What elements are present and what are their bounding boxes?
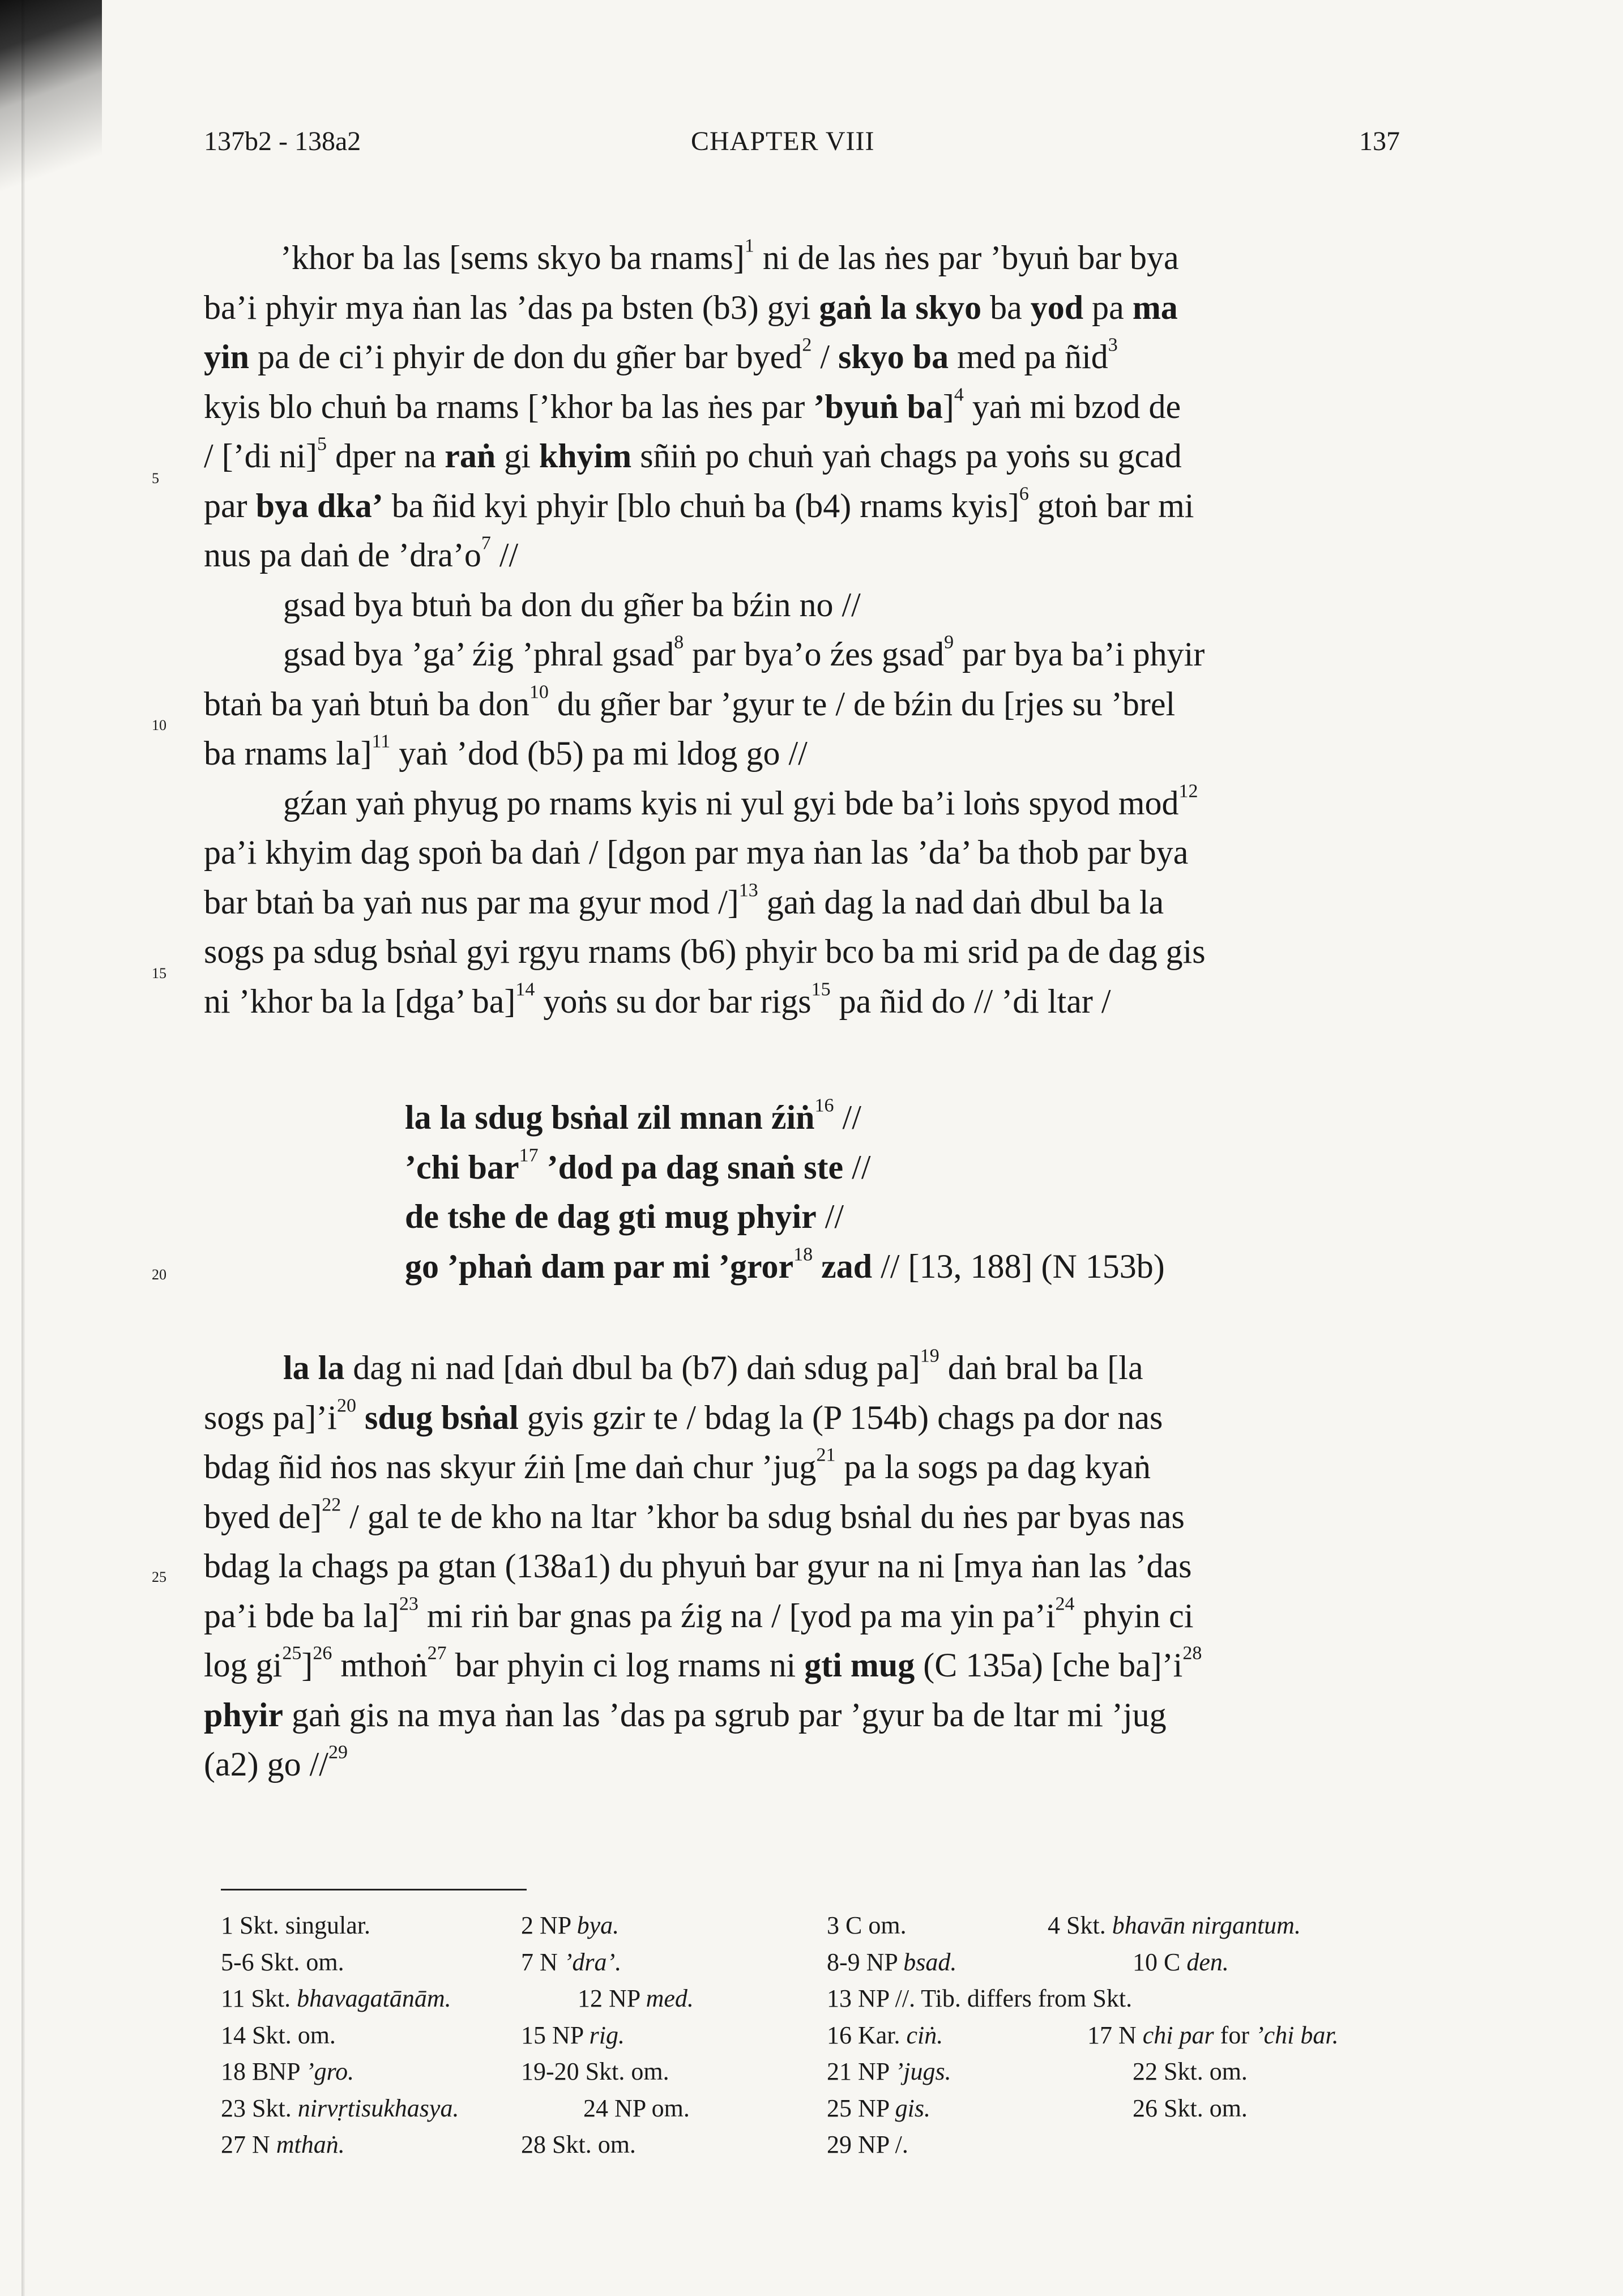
text-line: kyis blo chuṅ ba rnams [’khor ba las ṅes par ’byuṅ ba]$^4$ yaṅ mi bzod de	[204, 383, 1181, 425]
line-number-10: 10	[152, 717, 166, 733]
footnote: 18 BNP ’gro.	[221, 2058, 355, 2085]
footnote: 24 NP om.	[583, 2094, 690, 2122]
text-line: sogs pa sdug bsṅal gyi rgyu rnams (b6) phyir bco ba mi srid pa de dag gis	[204, 933, 1206, 970]
text-line: yin pa de ci’i phyir de don du gñer bar byed$^2$ / skyo ba med pa ñid$^3$	[204, 334, 1118, 375]
footnote: 4 Skt. bhavān nirgantum.	[1048, 1911, 1301, 1939]
footnote: 14 Skt. om.	[221, 2021, 336, 2049]
text-line: (a2) go //$^{29}$	[204, 1742, 348, 1783]
paragraph-commentary	[204, 1343, 1404, 1790]
text-line: nus pa daṅ de $’dra’o^7$ //	[204, 532, 519, 574]
footnote-row	[221, 1944, 1438, 1981]
text-line: bdag ñid ṅos nas skyur źiṅ [me daṅ chur ’jug$^{21}$ pa la sogs pa dag kyaṅ	[204, 1444, 1151, 1486]
footnote: 22 Skt. om.	[1133, 2058, 1248, 2085]
line-number-25: 25	[152, 1569, 166, 1585]
footnote: 1 Skt. singular.	[221, 1911, 371, 1939]
footnote: 19-20 Skt. om.	[521, 2058, 669, 2085]
text-line: gsad bya btuṅ ba don du gñer ba bźin no //	[283, 586, 861, 624]
text-line: pa’i bde ba la]$^{23}$ mi riṅ bar gnas pa źig na / [yod pa ma yin $pa’i^{24}$ phyin ci	[204, 1593, 1194, 1634]
text-line: la la dag ni nad [daṅ dbul ba (b7) daṅ sdug pa]$^{19}$ daṅ bral ba [la	[283, 1345, 1143, 1386]
footnotes	[221, 1907, 1438, 2163]
footnote-rule	[221, 1889, 527, 1890]
footnote-row	[221, 1907, 1438, 1944]
footnote: 15 NP rig.	[521, 2021, 625, 2049]
running-head-chapter: CHAPTER VIII	[691, 126, 875, 156]
verse-line: ’chi bar$^{17}$ ’dod pa dag snaṅ ste //	[405, 1144, 871, 1186]
verse-line: la la sdug bsṅal zil mnan źiṅ$^{16}$ //	[405, 1095, 861, 1136]
footnote-row	[221, 2017, 1438, 2054]
footnote-row	[221, 2054, 1438, 2090]
text-line: ’khor ba las [sems skyo ba rnams]$^1$ ni de las ṅes par ’byuṅ bar bya	[280, 235, 1179, 276]
text-line: gsad bya ’ga’ źig ’phral gsad$^8$ par bya’o źes gsad$^9$ par bya ba’i phyir	[283, 631, 1205, 673]
footnote: 16 Kar. ciṅ.	[827, 2021, 943, 2049]
footnote: 21 NP ’jugs.	[827, 2058, 951, 2085]
text-line: bdag la chags pa gtan (138a1) du phyuṅ bar gyur na ni [mya ṅan las ’das	[204, 1547, 1192, 1585]
footnote: 17 N chi par for ’chi bar.	[1087, 2021, 1339, 2049]
verse-line: de tshe de dag gti mug phyir //	[405, 1198, 844, 1235]
footnote: 3 C om.	[827, 1911, 907, 1939]
line-number-15: 15	[152, 965, 166, 981]
text-line: gźan yaṅ phyug po rnams kyis ni yul gyi bde ba’i loṅs spyod mod$^{12}$	[283, 780, 1198, 822]
footnote-row	[221, 1981, 1438, 2017]
text-line: ba rnams la]$^{11}$ yaṅ ’dod (b5) pa mi ldog go //	[204, 731, 808, 772]
text-line: $\log gi^{25}]^{26}$ mthoṅ$^{27}$ bar phyin ci log rnams ni gti mug (C 135a) [che $ba]’i^{28}$	[204, 1642, 1202, 1684]
text-line: / [’di ni]$^5$ dper na raṅ gi khyim sñiṅ po chuṅ yaṅ chags pa yoṅs su gcad	[204, 433, 1182, 475]
footnote: 13 NP //. Tib. differs from Skt.	[827, 1985, 1133, 2012]
footnote: 26 Skt. om.	[1133, 2094, 1248, 2122]
footnote: 12 NP med.	[578, 1985, 694, 2012]
page-spine	[22, 0, 25, 2296]
footnote: 23 Skt. nirvṛtisukhasya.	[221, 2094, 459, 2122]
text-line: ba’i phyir mya ṅan las ’das pa bsten (b3) gyi gaṅ la skyo ba yod pa ma	[204, 288, 1178, 326]
footnote-row	[221, 2127, 1438, 2163]
footnote: 10 C den.	[1133, 1948, 1229, 1976]
line-number-5: 5	[152, 470, 159, 486]
line-number-20: 20	[152, 1266, 166, 1283]
footnote: 2 NP bya.	[521, 1911, 620, 1939]
verse-line: go ’phaṅ dam par mi ’gror$^{18}$ zad // [13, 188] (N 153b)	[405, 1243, 1165, 1285]
footnote-row	[221, 2090, 1438, 2127]
page-number: 137	[1359, 126, 1400, 156]
running-head-folio-range: 137b2 - 138a2	[204, 126, 361, 156]
footnote: 5-6 Skt. om.	[221, 1948, 344, 1976]
paragraph-1	[204, 233, 1404, 1026]
footnote: 25 NP gis.	[827, 2094, 930, 2122]
page-edge-shadow	[0, 0, 102, 238]
footnote: 11 Skt. bhavagatānām.	[221, 1985, 451, 2012]
text-line: phyir gaṅ gis na mya ṅan las ’das pa sgrub par ’gyur ba de ltar mi ’jug	[204, 1696, 1167, 1734]
text-line: par bya dka’ ba ñid kyi phyir [blo chuṅ ba (b4) rnams kyis]$^6$ gtoṅ bar mi	[204, 483, 1194, 524]
text-line: ni ’khor ba la [dga’ ba]$^{14}$ yoṅs su dor bar rigs$^{15}$ pa ñid do // ’di ltar /	[204, 978, 1111, 1020]
text-line: bar btaṅ ba yaṅ nus par ma gyur mod /]$^{13}$ gaṅ dag la nad daṅ dbul ba la	[204, 879, 1164, 921]
text-line: pa’i khyim dag spoṅ ba daṅ / [dgon par mya ṅan las ’da’ ba thob par bya	[204, 834, 1189, 871]
footnote: 29 NP /.	[827, 2131, 908, 2158]
footnote: 8-9 NP bsad.	[827, 1948, 957, 1976]
footnote: 28 Skt. om.	[521, 2131, 636, 2158]
footnote: 7 N ’dra’.	[521, 1948, 622, 1976]
footnote: 27 N mthaṅ.	[221, 2131, 345, 2158]
text-line: btaṅ ba yaṅ btuṅ ba don$^{10}$ du gñer bar ’gyur te / de bźin du [rjes su ’brel	[204, 681, 1176, 723]
verse-block	[405, 1093, 1481, 1291]
text-line: byed de]$^{22}$ / gal te de kho na ltar ’khor ba sdug bsṅal du ṅes par byas nas	[204, 1493, 1185, 1535]
text-line: sogs $pa]’i^{20}$ sdug bsṅal gyis gzir te / bdag la (P 154b) chags pa dor nas	[204, 1394, 1163, 1436]
